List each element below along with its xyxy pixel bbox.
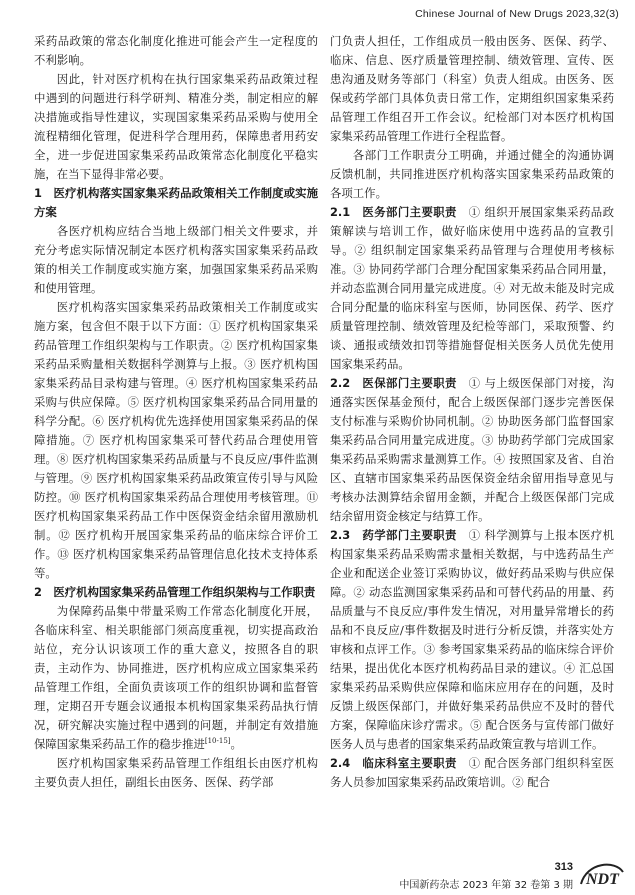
subsection-2-3 — [330, 526, 614, 754]
section-heading-2: 2 医疗机构国家集采药品管理工作组织架构与工作职责 — [34, 585, 316, 599]
paragraph: 医疗机构落实国家集采药品政策相关工作制度或实施方案，包含但不限于以下方面：① 医疗机构国家集采药品管理工作组织架构与工作职责。② 医疗机构国家集采药品采购量相关数据科学测算与上报。③ 医疗机构国家集采药品目录构建与管理。④ 医疗机构国家集采药品采购与供应保障。⑤ 医疗机构国家集采药品合同用量的科学分配。⑥ 医疗机构优先选择使用国家集采药品的保障措施。⑦ 医疗机构国家集采可替代药品合理使用管理。⑧ 医疗机构国家集采药品质量与不良反应/事件监测与管理。⑨ 医疗机构国家集采药品政策宣传引导与风险防控。⑩ 医疗机构国家集采药品合理使用考核管理。⑪ 医疗机构国家集采药品工作中医保资金结余留用激励机制。⑫ 医疗机构开展国家集采药品的临床综合评价工作。⑬ 医疗机构国家集采药品管理信息化技术支持体系等。 — [34, 300, 318, 580]
subsection-2-1 — [330, 203, 614, 374]
paragraph: 各部门工作职责分工明确，并通过健全的沟通协调反馈机制，共同推进医疗机构落实国家集采药品政策的各项工作。 — [330, 148, 614, 200]
citation-ref[interactable]: [10-15] — [204, 737, 231, 746]
subsection-text: ① 与上级医保部门对接，沟通落实医保基金预付，配合上级医保部门逐步完善医保支付标准与采购价协同机制。② 协助医务部门监督国家集采药品合同用量完成进度。③ 协助药学部门完成国家集采药品采购需求量测算工作。④ 按照国家及省、自治区、直辖市国家集采药品医保资金结余留用指导意见与考核办法测算结余留用金额，并配合上级医保部门完成结余留用资金核定与结算工作。 — [330, 376, 614, 523]
paragraph: 门负责人担任，工作组成员一般由医务、医保、药学、临床、信息、医疗质量管理控制、绩效管理、宣传、医患沟通及财务等部门（科室）负责人组成。由医务、医保或药学部门具体负责日常工作，定期组织国家集采药品管理工作组召开工作会议。纪检部门对本医疗机构国家集采药品管理工作进行全程监督。 — [330, 34, 614, 143]
footer-journal-info: 中国新药杂志 2023 年第 32 卷第 3 期 — [399, 880, 573, 891]
paragraph-text: 为保障药品集中带量采购工作常态化制度化开展，各临床科室、相关职能部门须高度重视，切实提高政治站位，充分认识该项工作的重大意义，按照各自的职责，主动作为、协同推进，医疗机构应成立国家集采药品管理工作组，全面负责该项工作的组织协调和监督管理，定期召开专题会议通报本机构国家集采药品执行情况，研究解决实施过程中遇到的问题，并制定有效措施保障国家集采药品工作的稳步推进 — [34, 604, 318, 751]
running-head: Chinese Journal of New Drugs 2023,32(3) — [415, 8, 619, 20]
paragraph: 采药品政策的常态化制度化推进可能会产生一定程度的不利影响。 — [34, 34, 318, 67]
section-heading-1: 1 医疗机构落实国家集采药品政策相关工作制度或实施方案 — [34, 186, 318, 219]
paragraph: 因此，针对医疗机构在执行国家集采药品政策过程中遇到的问题进行科学研判、精准分类，制定相应的解决措施或指导性建议，实现国家集采药品采购与使用全流程精细化管理，促进科学合理用药，保障患者用药安全，进一步促进国家集采药品政策常态化制度化平稳实施，在当下显得非常必要。 — [34, 72, 318, 181]
journal-logo-icon — [577, 858, 627, 890]
page-number: 313 — [554, 861, 573, 873]
paragraph: 医疗机构国家集采药品管理工作组组长由医疗机构主要负责人担任，副组长由医务、医保、药学部 — [34, 756, 318, 789]
paragraph-end: 。 — [230, 737, 242, 751]
subsection-2-4 — [330, 754, 614, 792]
subsection-title: 2.3 药学部门主要职责 — [330, 528, 457, 542]
subsection-2-2 — [330, 374, 614, 526]
paragraph: 各医疗机构应结合当地上级部门相关文件要求，并充分考虑实际情况制定本医疗机构落实国家集采药品政策的相关工作制度或实施方案，加强国家集采药品采购和使用管理。 — [34, 224, 318, 295]
subsection-text: ① 科学测算与上报本医疗机构国家集采药品采购需求量相关数据，与中选药品生产企业和配送企业签订采购协议，做好药品采购与供应保障。② 动态监测国家集采药品和可替代药品的用量、药品质量与不良反应/事件发生情况，对用量异常增长的药品和不良反应/事件数据及时进行分析反馈，并落实处方审核和点评工作。③ 参考国家集采药品的临床综合评价结果，提出优化本医疗机构药品目录的建议。④ 汇总国家集采药品采购供应保障和临床应用存在的问题，及时反馈上级医保部门，并做好集采药品供应不及时的替代方案，保障临床诊疗需求。⑤ 配合医务与宣传部门做好医务人员与患者的国家集采药品政策宣教与培训工作。 — [330, 528, 614, 751]
subsection-text: ① 组织开展国家集采药品政策解读与培训工作，做好临床使用中选药品的宣教引导。② 组织制定国家集采药品管理与合理使用考核标准。③ 协同药学部门合理分配国家集采药品合同用量，并动态监测合同用量完成进度。④ 对无故未能及时完成合同分配量的临床科室与医师，协同医保、药学、医疗质量管理控制、绩效管理及纪检等部门，采取预警、约谈、通报或绩效扣罚等措施督促相关医务人员优先使用国家集采药品。 — [330, 205, 614, 371]
subsection-text: ① 配合医务部门组织科室医务人员参加国家集采药品政策培训。② 配合 — [330, 756, 614, 789]
paragraph — [34, 602, 318, 754]
subsection-title: 2.2 医保部门主要职责 — [330, 376, 457, 390]
subsection-title: 2.4 临床科室主要职责 — [330, 756, 457, 770]
svg-text:NDT: NDT — [586, 871, 619, 888]
left-column — [34, 32, 318, 792]
right-column — [330, 32, 614, 792]
subsection-title: 2.1 医务部门主要职责 — [330, 205, 457, 219]
